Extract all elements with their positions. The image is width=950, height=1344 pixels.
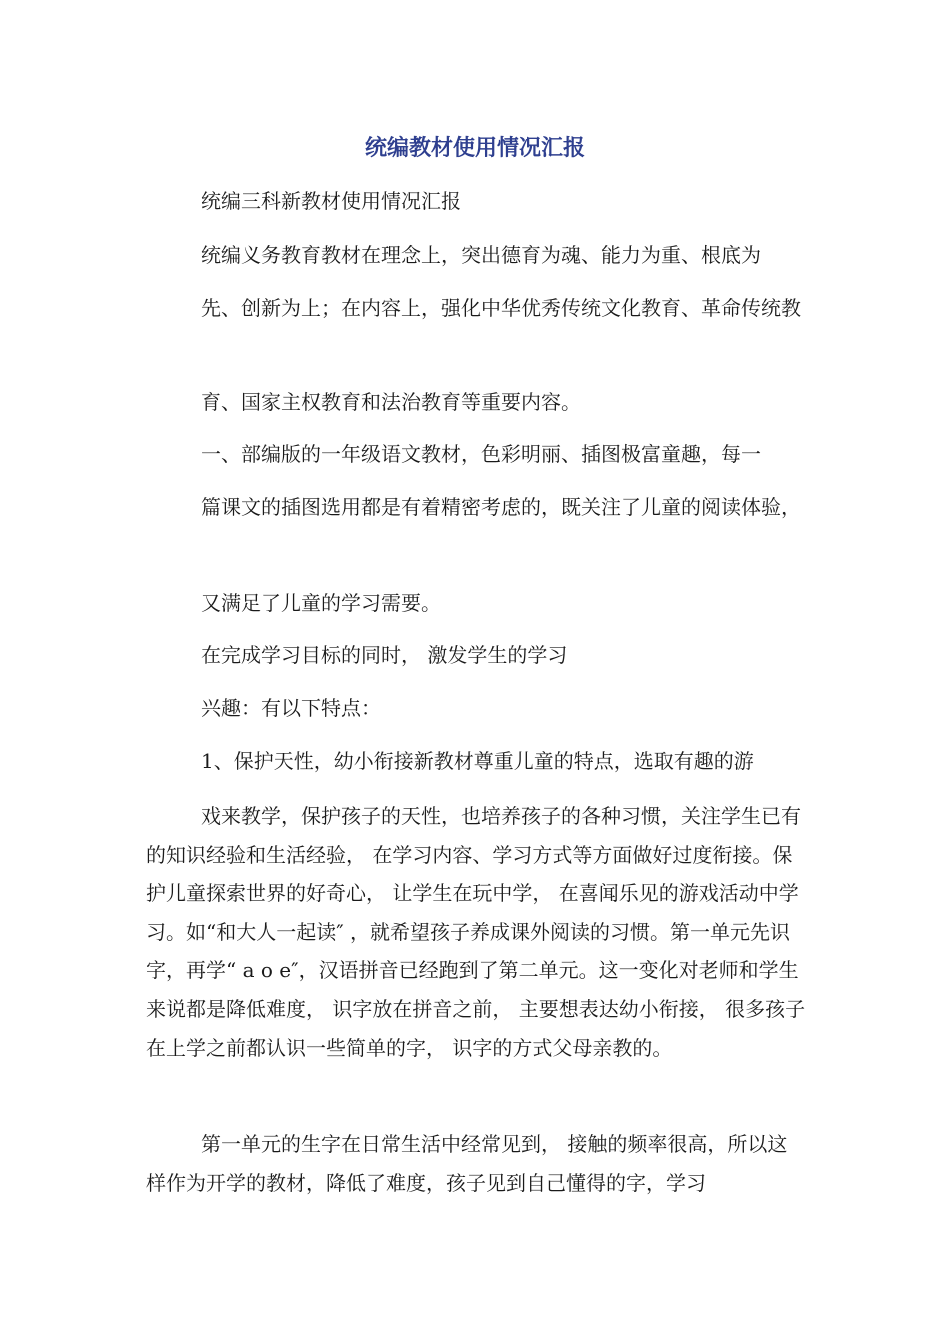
text-line: 统编义务教育教材在理念上，突出德育为魂、能力为重、根底为 bbox=[201, 243, 761, 267]
document-title: 统编教材使用情况汇报 bbox=[364, 136, 585, 161]
section-heading-line: 一、部编版的一年级语文教材，色彩明丽、插图极富童趣，每一 bbox=[201, 442, 761, 466]
text-line: 育、国家主权教育和法治教育等重要内容。 bbox=[201, 390, 581, 414]
text-line: 兴趣：有以下特点： bbox=[201, 696, 381, 720]
body-paragraph: 第一单元的生字在日常生活中经常见到， 接触的频率很高，所以这样作为开学的教材，降低了难度，孩子见到自己懂得的字，学习 bbox=[146, 1132, 788, 1195]
text-line: 先、创新为上；在内容上，强化中华优秀传统文化教育、革命传统教 bbox=[201, 296, 801, 320]
text-line: 在完成学习目标的同时， 激发学生的学习 bbox=[201, 643, 568, 667]
text-line: 篇课文的插图选用都是有着精密考虑的，既关注了儿童的阅读体验， bbox=[201, 495, 801, 519]
body-paragraph: 戏来教学，保护孩子的天性，也培养孩子的各种习惯，关注学生已有的知识经验和生活经验， 在学习内容、学习方式等方面做好过度衔接。保护儿童探索世界的好奇心， 让学生在玩中学， 在喜闻乐见的游戏活动中学习。如“和大人一起读″ ，就希望孩子养成课外阅读的习惯。第一单元先识字，再学“ a o e″，汉语拼音已经跑到了第二单元。这一变化对老师和学生来说都是降低难度， 识字放在拼音之前， 主要想表达幼小衔接， 很多孩子在上学之前都认识一些简单的字， 识字的方式父母亲教的。 bbox=[146, 804, 806, 1060]
text-line: 又满足了儿童的学习需要。 bbox=[201, 591, 441, 615]
subtitle-line: 统编三科新教材使用情况汇报 bbox=[201, 189, 461, 213]
list-item-line: 1、保护天性，幼小衔接新教材尊重儿童的特点，选取有趣的游 bbox=[201, 749, 754, 773]
